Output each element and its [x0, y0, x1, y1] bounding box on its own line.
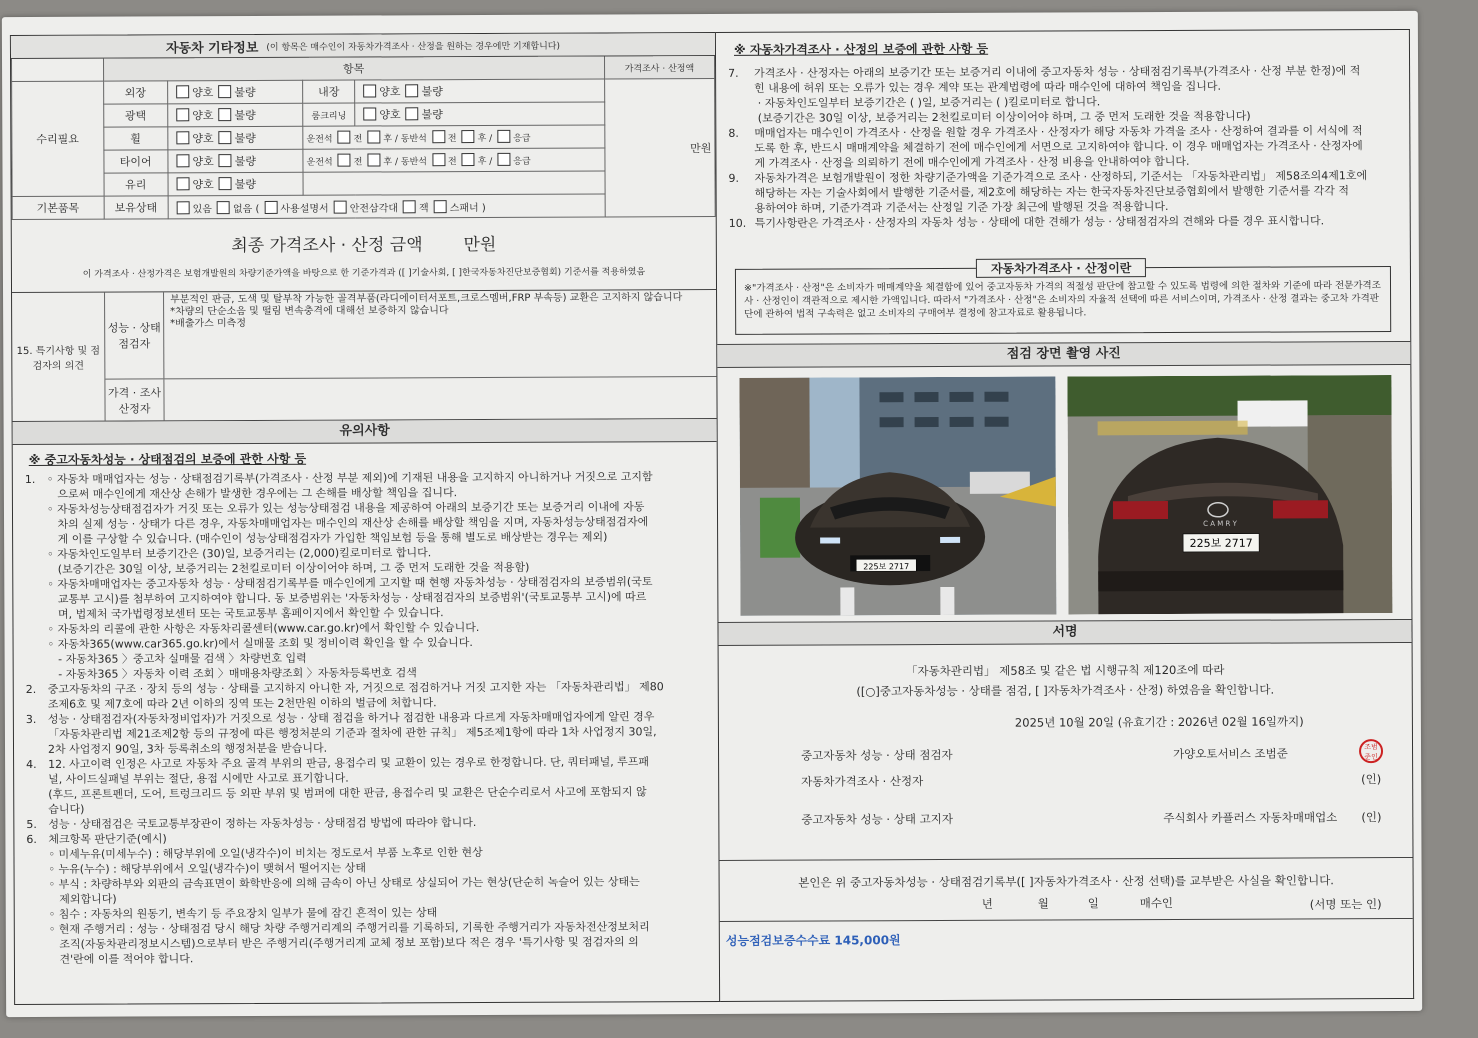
- note-text: 성능 · 상태점검은 국토교통부장관이 정하는 자동차성능 · 상태점검 방법에 따라야 합니다.: [48, 816, 477, 831]
- front-label: 전: [353, 134, 363, 145]
- whatis-text: ※"가격조사 · 산정"은 소비자가 매매계약을 체결함에 있어 중고자동차 가격의 적절성 판단에 참고할 수 있도록 법령에 의한 절차와 기준에 따라 전문가격조사 · 산정인이 객관적으로 제시한 가액입니다. 따라서 "가격조사 · 산정"은 소비자의 자율적 선택에 따른 서비스이며, 가격조사 · 산정 결과는 중고차 가격판단에 관하여 법적 구속력은 없고 소비자의 구매여부 결정에 참고자료로 활용됩니다.: [743, 280, 1381, 320]
- note-number: 2.: [25, 682, 37, 696]
- col-items-header: 항목: [103, 56, 604, 81]
- price-item: [729, 213, 1398, 231]
- bad-label: 불량: [421, 108, 443, 122]
- manual-label: 사용설명서: [280, 203, 329, 215]
- note-number: 6.: [26, 832, 37, 846]
- price-inspector-opinion: [164, 377, 716, 420]
- note-number: 5.: [26, 817, 37, 831]
- note-number: 4.: [26, 757, 37, 771]
- price-warranty-title: ※ 자동차가격조사 · 산정의 보증에 관한 사항 등: [733, 41, 989, 57]
- bad-label: 불량: [234, 131, 256, 146]
- receipt-year: 년: [981, 896, 993, 911]
- receipt-line: 본인은 위 중고자동차성능 · 상태점검기록부([ ]자동차가격조사 · 산정 선택)를 교부받은 사실을 확인합니다.: [798, 873, 1334, 890]
- front-car-illustration: [739, 377, 1056, 616]
- note-item: [25, 469, 706, 682]
- fee-note: 성능점검보증수수료 145,000원: [725, 933, 901, 948]
- glass-bad-checkbox[interactable]: [219, 177, 232, 190]
- perf-inspector-opinion: [164, 290, 716, 378]
- triangle-checkbox[interactable]: [334, 200, 347, 213]
- photo-title: 점검 장면 촬영 사진: [717, 342, 1410, 368]
- triangle-label: 안전삼각대: [349, 202, 399, 215]
- tire-driver-rear-checkbox[interactable]: [367, 153, 380, 166]
- note-item: [26, 829, 707, 967]
- front-plate-text: 225보 2717: [863, 562, 910, 572]
- price-item: [729, 168, 1398, 216]
- pricer-sign: (인): [1361, 772, 1382, 787]
- other-info-table: 항목 가격조사 · 산정액 수리필요 외장 양호 불량 내장 양호 불량 만원 광택 양호 불량 룸크리닝 양호 불량 휠 양호 불량 운전석 전 후 / 동반석 전 후 / 응급 타이어 양호 불량 운전석 전 후 / 동반석 전 후 / 응급 유리 양호 불량 기본품목 보유상태 있음 없음 ( 사용설명서 안전삼각대 잭 스패너 ): [11, 56, 716, 220]
- receipt-month: 월: [1037, 896, 1049, 911]
- note-text: 체크항목 판단기준(예시) ◦ 미세누유(미세누수) : 해당부위에 오일(냉각수)이 비치는 정도로서 부품 노후로 인한 현상 ◦ 누유(누수) : 해당부위에서 오일(냉각수)이 맺혀서 떨어지는 상태 ◦ 부식 : 차량하부와 외판의 금속표면이 화학반응에 의해 금속이 아닌 상태로 상실되어 가는 현상(단순히 녹슬어 있는 상태는 제외합니다) ◦ 침수 : 자동차의 원동기, 변속기 등 주요장치 일부가 물에 잠긴 흔적이 있는 상태 ◦ 현재 주행거리 : 성능 · 상태점검 당시 해당 차량 주행거리계의 주행거리를 기록하되, 기록한 주행거리가 자동차전산정보처리 조직(자동차관리정보시스템)으로부터 받은 주행거리(주행거리계 교체 정보 포함)보다 적은 경우 '특기사항 및 점검자의 의 견'란에 이를 적어야 합니다.: [48, 832, 650, 966]
- gloss-good-checkbox[interactable]: [176, 108, 189, 121]
- opinion-line: *배출가스 미측정: [170, 318, 247, 330]
- price-inspector-label: 가격 · 조사 산정자: [105, 379, 164, 420]
- driver-seat-label: 운전석: [306, 157, 333, 168]
- manual-checkbox[interactable]: [264, 200, 277, 213]
- rear-label: 후: [477, 133, 487, 145]
- sign-title: 서명: [718, 620, 1411, 646]
- room-clean-bad-checkbox[interactable]: [406, 107, 419, 120]
- left-panel: [10, 32, 720, 1005]
- good-label: 양호: [192, 86, 214, 100]
- basic-label: 기본품목: [12, 196, 104, 219]
- price-item-number: 7.: [728, 66, 739, 80]
- emergency-label: 응급: [513, 133, 531, 144]
- interior-bad-checkbox[interactable]: [406, 84, 419, 97]
- note-number: 1.: [24, 472, 36, 486]
- rear-car-illustration: [1067, 375, 1392, 614]
- inspector-seal: [1359, 739, 1383, 763]
- rear-label: 후: [383, 134, 393, 145]
- right-panel: [716, 29, 1414, 1002]
- price-unit: 만원: [604, 78, 715, 216]
- photo-section: [717, 365, 1411, 623]
- row-glass-label: 유리: [104, 173, 169, 196]
- front-car-photo: [739, 377, 1056, 616]
- note-number: 3.: [25, 712, 37, 726]
- wheel-good-checkbox[interactable]: [176, 131, 189, 144]
- wheel-passenger-rear-checkbox[interactable]: [462, 130, 475, 143]
- wheel-driver-rear-checkbox[interactable]: [367, 130, 380, 143]
- none-label: 없음: [232, 203, 253, 215]
- jack-label: 잭: [418, 202, 429, 214]
- other-info-note: (이 항목은 매수인이 자동차가격조사 · 산정을 원하는 경우에만 기재합니다): [266, 41, 560, 53]
- col-price-header: 가격조사 · 산정액: [604, 56, 714, 79]
- bad-label: 불량: [234, 154, 256, 169]
- note-text: ◦ 자동차 매매업자는 성능 · 상태점검기록부(가격조사 · 산정 부분 제외)에 기재된 내용을 고지하지 아니하거나 거짓으로 고지함 으로써 매수인에게 재산상 손해가 발생한 경우에는 그 손해를 배상할 책임을 집니다. ◦ 자동차성능상태점검자가 거짓 또는 오류가 있는 성능상태점검 내용을 제공하여 아래의 보증기간 또는 보증거리 이내에 자동 차의 실제 성능 · 상태가 다른 경우, 자동차매매업자는 매수인의 재산상 손해를 배상할 책임을 지며, 자동차성능상태점검자에 게 이를 구상할 수 있습니다. (매수인이 성능상태점검자가 가입한 책임보험 등을 통해 별도로 배상받는 경우는 제외) ◦ 자동차인도일부터 보증기간은 (30)일, 보증거리는 (2,000)킬로미터로 합니다. (보증기간은 30일 이상, 보증거리는 2천킬로미터 이상이어야 하며, 그 중 먼저 도래한 것을 적용함) ◦ 자동차매매업자는 중고자동차 성능 · 상태점검기록부를 매수인에게 고지할 때 현행 자동차성능 · 상태점검자의 보증범위(국토 교통부 고시)를 첨부하여 고지하여야 합니다. 동 보증범위는 '자동차성능 · 상태점검자의 보증범위'(국토교통부 고시)에 따르 며, 법제처 국가법령정보센터 또는 국토교통부 홈페이지에서 확인할 수 있습니다. ◦ 자동차의 리콜에 관한 사항은 자동차리콜센터(www.car.go.kr)에서 확인할 수 있습니다. ◦ 자동차365(www.car365.go.kr)에서 실매물 조회 및 정비이력 확인을 할 수 있습니다. - 자동차365 〉중고차 실매물 검색 〉차량번호 입력 - 자동차365 〉자동차 이력 조회 〉매매용차량조회 〉자동차등록번호 검색: [46, 470, 653, 681]
- note-item: [26, 754, 706, 817]
- notifier-label: 중고자동차 성능 · 상태 고지자: [801, 811, 953, 827]
- price-item-text: 매매업자는 매수인이 가격조사 · 산정을 원할 경우 가격조사 · 산정자가 해당 자동차 가격을 조사 · 산정하여 결과를 이 서식에 적 도록 한 후, 반드시 매매계약을 체결하기 전에 매수인에게 서면으로 고지하여야 합니다. 이 경우 매매업자는 가격조사 · 산정자에 게 가격조사 · 산정을 의뢰하기 전에 매수인에게 가격조사 · 산정 비용을 안내하여야 합니다.: [754, 124, 1363, 170]
- wheel-passenger-front-checkbox[interactable]: [432, 130, 445, 143]
- row-holding-label: 보유상태: [104, 196, 169, 219]
- pricer-label: 자동차가격조사 · 산정자: [801, 774, 924, 789]
- sign-section: [719, 643, 1413, 861]
- note-item: [26, 709, 706, 757]
- emergency-label: 응급: [513, 156, 531, 167]
- tire-passenger-rear-checkbox[interactable]: [462, 153, 475, 166]
- rear-badge-text: C A M R Y: [1203, 519, 1237, 528]
- other-info-title: 자동차 기타정보: [165, 40, 259, 56]
- row-interior-label: 내장: [303, 80, 355, 103]
- bad-label: 불량: [234, 177, 257, 192]
- price-item: [728, 123, 1397, 171]
- wheel-driver-front-checkbox[interactable]: [338, 131, 351, 144]
- special-notes-block: [12, 290, 717, 422]
- inspector-label: 중고자동차 성능 · 상태 점검자: [801, 747, 953, 763]
- opinion-line: 부분적인 판금, 도색 및 탈부착 가능한 골격부품(라디에이터서포트,크로스멤버,FRP 부속등) 교환은 고지하지 않습니다: [170, 292, 683, 306]
- front-label: 전: [447, 134, 457, 145]
- special-notes-label: 15. 특기사항 및 점검자의 의견: [12, 293, 106, 421]
- warranty-title: ※ 중고자동차성능 · 상태점검의 보증에 관한 사항 등: [28, 451, 307, 467]
- caution-title: 유의사항: [13, 419, 717, 445]
- rear-plate-text: 225보 2717: [1189, 536, 1253, 550]
- wheel-emergency-checkbox[interactable]: [497, 130, 510, 143]
- room-clean-good-checkbox[interactable]: [363, 107, 376, 120]
- good-label: 양호: [192, 155, 214, 169]
- spanner-label: 스패너 ): [449, 202, 486, 214]
- caution-body: [13, 442, 719, 967]
- date-line: 2025년 10월 20일 (유효기간 : 2026년 02월 16일까지): [1014, 714, 1304, 730]
- notifier-sign: (인): [1361, 810, 1382, 825]
- price-item: [728, 63, 1397, 126]
- tire-driver-front-checkbox[interactable]: [338, 154, 351, 167]
- good-label: 양호: [192, 178, 214, 192]
- confirm-line: ([○]중고자동차성능 · 상태를 점검, [ ]자동차가격조사 · 산정) 하였음을 확인합니다.: [856, 682, 1275, 699]
- row-gloss-label: 광택: [103, 104, 168, 127]
- spanner-checkbox[interactable]: [434, 200, 447, 213]
- price-warranty-section: [716, 30, 1410, 345]
- final-price-line: [231, 230, 496, 256]
- holding-none-checkbox[interactable]: [217, 201, 230, 214]
- row-room-clean-label: 룸크리닝: [303, 103, 355, 126]
- price-item-number: 8.: [728, 126, 739, 140]
- receipt-sign: (서명 또는 인): [1309, 897, 1382, 912]
- inspector-name: 가양오토서비스 조범준: [1173, 746, 1288, 761]
- tire-emergency-checkbox[interactable]: [497, 153, 510, 166]
- exterior-bad-checkbox[interactable]: [218, 85, 231, 98]
- final-price-block: [12, 217, 716, 293]
- note-text: 중고자동차의 구조 · 장치 등의 성능 · 상태를 고지하지 아니한 자, 거짓으로 점검하거나 거짓 고지한 자는 「자동차관리법」 제80 조제6호 및 제7호에 따라 2년 이하의 징역 또는 2천만원 이하의 벌금에 처합니다.: [47, 680, 664, 711]
- final-price-unit: 만원: [463, 234, 497, 256]
- price-item-number: 10.: [728, 216, 747, 230]
- price-item-text: 자동차가격은 보험개발원이 정한 차량기준가액을 기준가격으로 조사 · 산정하되, 기준서는 「자동차관리법」 제58조의4제1호에 해당하는 자는 기술사회에서 발행한 기준서를, 제2호에 해당하는 자는 한국자동차진단보증협회에서 발행한 기준서를 각각 적 용하여야 하며, 기준가격과 기준서는 산정일 기준 가장 최근에 발행된 것을 적용합니다.: [754, 169, 1368, 215]
- gloss-bad-checkbox[interactable]: [218, 108, 231, 121]
- final-price-label: 최종 가격조사 · 산정 금액: [231, 235, 423, 257]
- row-wheel-label: 휠: [103, 127, 168, 150]
- rear-label: 후: [477, 156, 487, 168]
- rear-car-photo: [1067, 375, 1392, 614]
- note-item: [26, 679, 706, 712]
- inspection-record-sheet: [2, 11, 1422, 1017]
- receipt-buyer: 매수인: [1139, 895, 1174, 911]
- row-tire-label: 타이어: [103, 150, 168, 173]
- receipt-day: 일: [1087, 896, 1099, 911]
- perf-inspector-label: 성능 · 상태 점검자: [105, 292, 164, 378]
- repair-label: 수리필요: [12, 81, 104, 196]
- seal-text: 조범준인: [1364, 743, 1378, 762]
- opinion-line: *차량의 단순소음 및 떨림 변속충격에 대해선 보증하지 않습니다: [170, 305, 449, 318]
- price-basis-text: 이 가격조사 · 산정가격은 보험개발원의 차량기준가액을 바탕으로 한 기준가격과 ([ ]기술사회, [ ]한국자동차진단보증협회) 기준서를 적용하였음: [82, 267, 646, 280]
- glass-good-checkbox[interactable]: [176, 177, 189, 190]
- other-info-header: [11, 33, 715, 59]
- front-label: 전: [447, 157, 457, 168]
- bad-label: 불량: [421, 85, 443, 99]
- interior-good-checkbox[interactable]: [363, 84, 376, 97]
- bad-label: 불량: [234, 108, 256, 123]
- price-item-text: 가격조사 · 산정자는 아래의 보증기간 또는 보증거리 이내에 중고자동차 성능 · 상태점검기록부(가격조사 · 산정 부분 한정)에 적 힌 내용에 허위 또는 오류가 있는 경우 계약 또는 관계법령에 따라 매수인에 대하여 책임을 집니다. · 자동차인도일부터 보증기간은 ( )일, 보증거리는 ( )킬로미터로 합니다. (보증기간은 30일 이상, 보증거리는 2천킬로미터 이상이어야 하며, 그 중 먼저 도래한 것을 적용합니다): [754, 64, 1361, 125]
- exterior-good-checkbox[interactable]: [176, 85, 189, 98]
- front-label: 전: [353, 157, 363, 168]
- bad-label: 불량: [234, 85, 256, 100]
- whatis-title: 자동차가격조사 · 산정이란: [976, 258, 1147, 278]
- law-line: 「자동차관리법」 제58조 및 같은 법 시행규칙 제120조에 따라: [905, 662, 1225, 679]
- driver-seat-label: 운전석: [306, 134, 333, 145]
- row-exterior-label: 외장: [103, 81, 168, 104]
- have-label: 있음: [192, 203, 212, 215]
- note-text: 성능 · 상태점검자(자동차정비업자)가 거짓으로 성능 · 상태 점검을 하거나 점검한 내용과 다르게 자동차매매업자에게 알린 경우 「자동차관리법 제21조제2항 등의 규정에 따른 행정처분의 기준과 절차에 관한 규칙」 제5조제1항에 따라 1차 사업정지 30일, 2차 사업정지 90일, 3차 등록취소의 행정처분을 받습니다.: [47, 710, 657, 756]
- passenger-seat-label: 동반석: [400, 134, 427, 145]
- good-label: 양호: [192, 132, 214, 146]
- tire-passenger-front-checkbox[interactable]: [432, 153, 445, 166]
- good-label: 양호: [379, 108, 401, 122]
- holding-have-checkbox[interactable]: [177, 201, 190, 214]
- note-text: 12. 사고이력 인정은 사고로 자동차 주요 골격 부위의 판금, 용접수리 및 교환이 있는 경우로 한정합니다. 단, 쿼터패널, 루프패 널, 사이드실패널 부위는 절단, 용접 시에만 사고로 표기합니다. (후드, 프론트펜더, 도어, 트렁크리드 등 외판 부위 및 범퍼에 대한 판금, 용접수리 및 교환은 단순수리로서 사고에 포함되지 않 습니다): [48, 755, 650, 816]
- jack-checkbox[interactable]: [403, 200, 416, 213]
- receipt-section: [720, 858, 1413, 922]
- whatis-box: [735, 261, 1391, 335]
- rear-label: 후: [383, 157, 393, 168]
- passenger-seat-label: 동반석: [400, 157, 427, 168]
- tire-bad-checkbox[interactable]: [219, 154, 232, 167]
- good-label: 양호: [192, 109, 214, 123]
- good-label: 양호: [379, 85, 401, 99]
- price-item-text: 특기사항란은 가격조사 · 산정자의 자동차 성능 · 상태에 대한 견해가 성능 · 상태점검자의 견해와 다를 경우 표시합니다.: [754, 214, 1325, 230]
- tire-good-checkbox[interactable]: [176, 154, 189, 167]
- price-item-number: 9.: [728, 171, 740, 185]
- wheel-bad-checkbox[interactable]: [219, 131, 232, 144]
- notifier-name: 주식회사 카플러스 자동차매매업소: [1163, 810, 1338, 826]
- red-seal-stamp: [1359, 739, 1383, 763]
